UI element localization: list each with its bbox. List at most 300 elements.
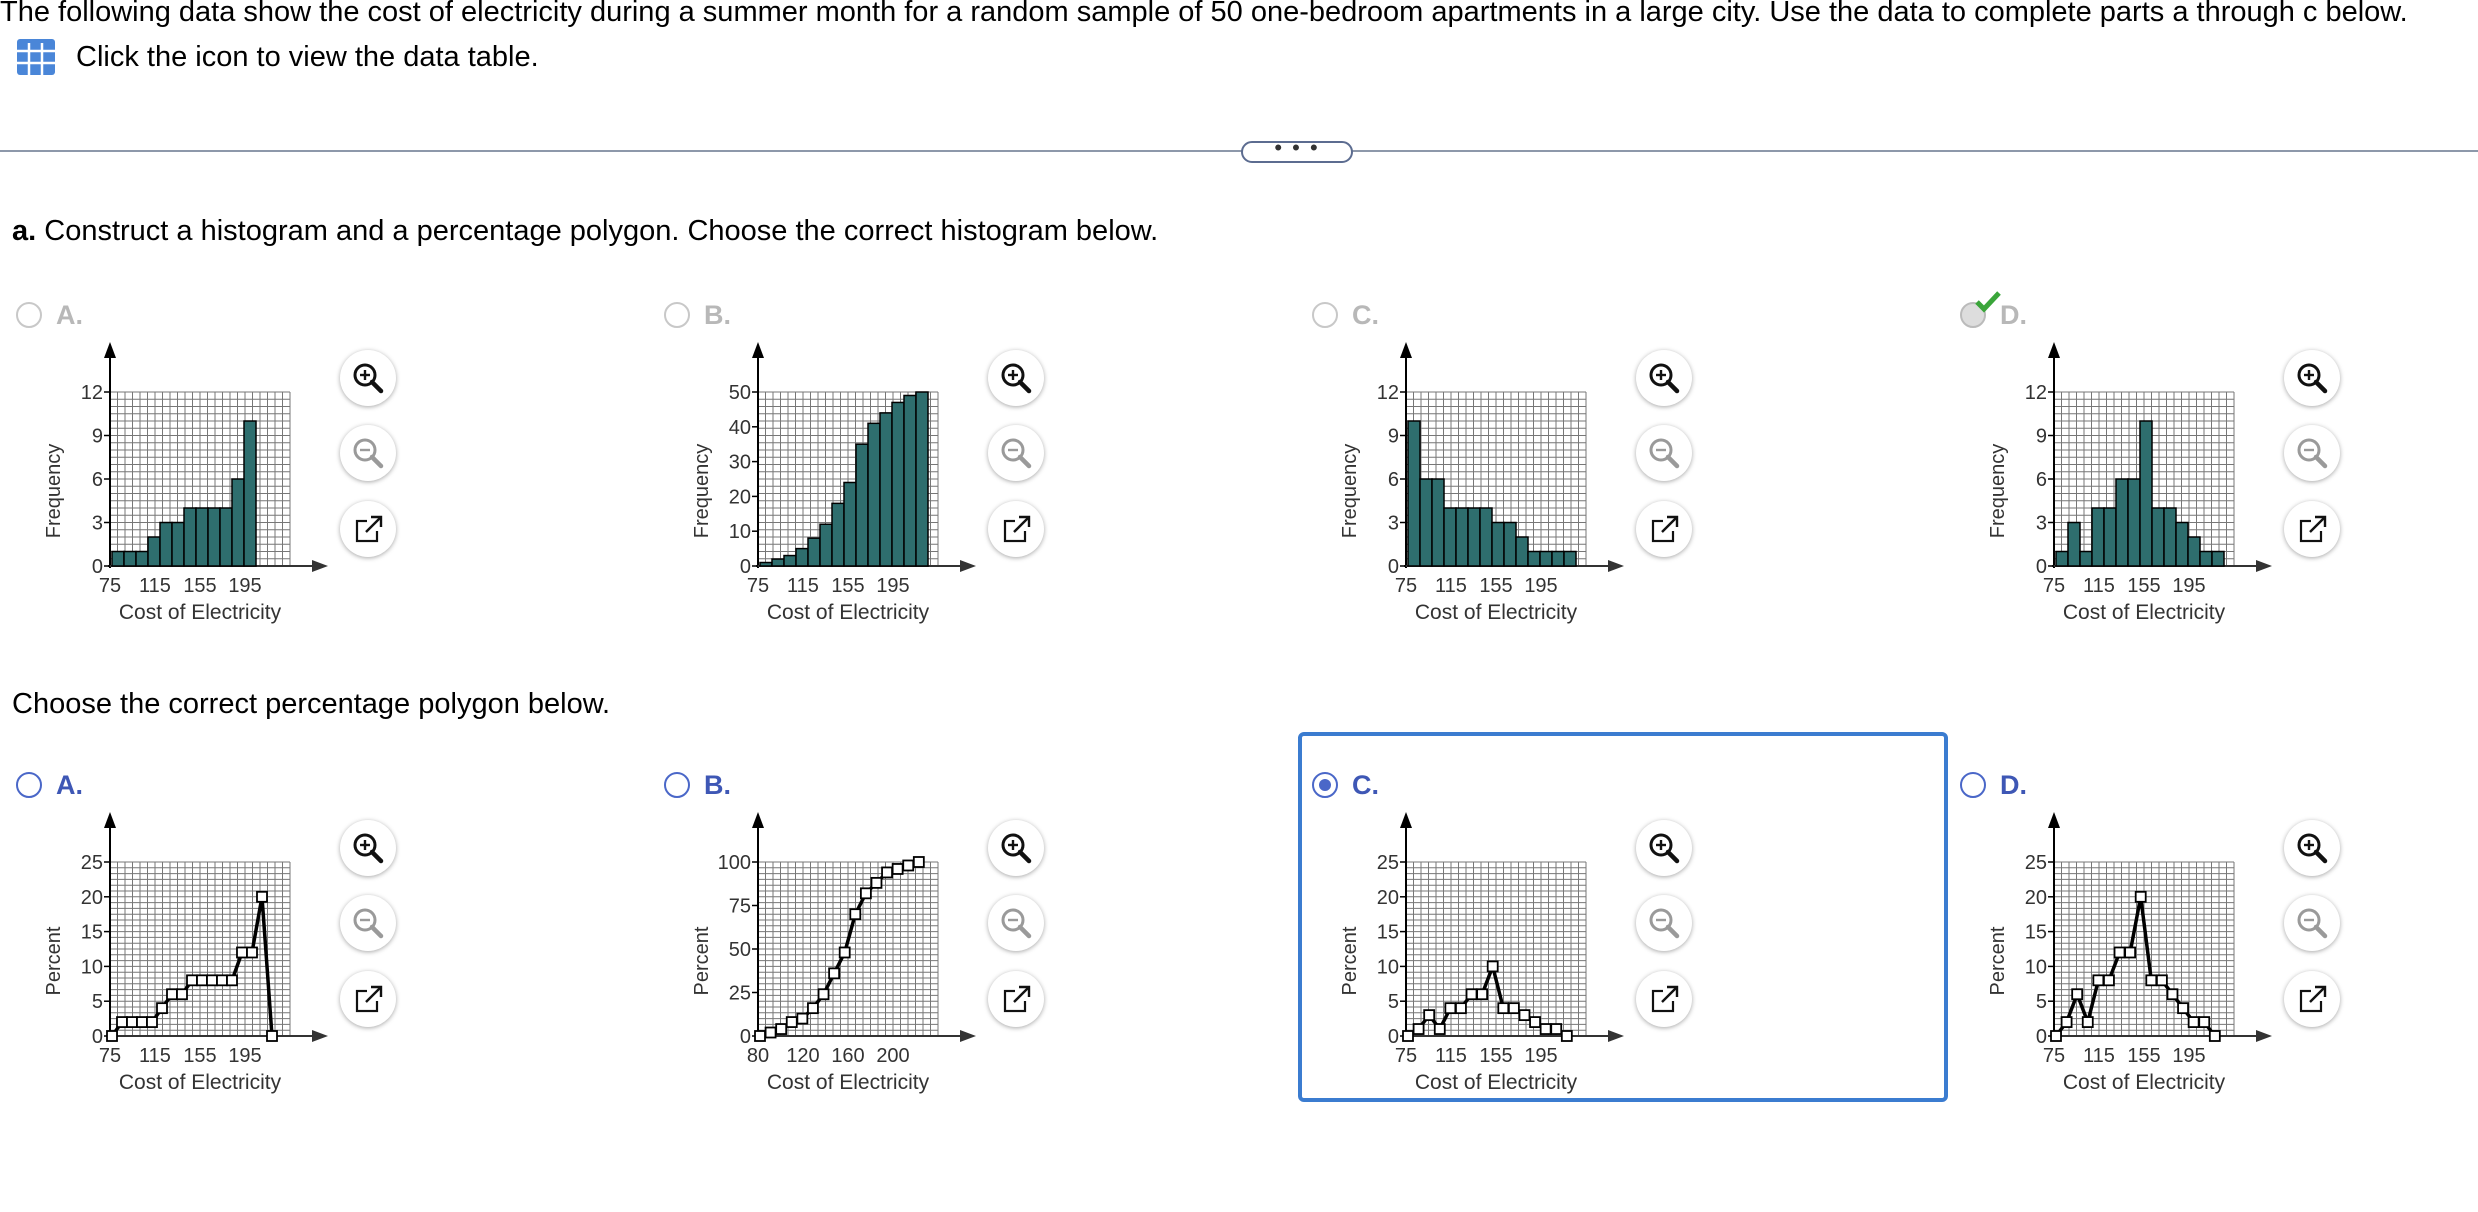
- histogram-bar: [2152, 508, 2164, 566]
- option-content: [12, 298, 652, 638]
- histogram-bar: [880, 413, 892, 566]
- polygon-point: [187, 975, 197, 985]
- histogram-bar: [2176, 523, 2188, 567]
- y-tick-label: 5: [1387, 991, 1399, 1014]
- y-tick-label: 10: [80, 956, 103, 979]
- popout-icon: [988, 501, 1044, 557]
- polygon-point: [850, 909, 860, 919]
- histogram-bar: [2104, 508, 2116, 566]
- y-tick-label: 6: [2035, 469, 2047, 491]
- histogram-bar: [1504, 523, 1516, 567]
- histogram-bar: [2164, 508, 2176, 566]
- polygon-point: [247, 947, 257, 957]
- histogram-bar: [232, 479, 244, 566]
- zoom-in-button[interactable]: [988, 820, 1044, 876]
- polygon-point: [257, 892, 267, 902]
- histogram-bar: [1480, 508, 1492, 566]
- zoom-out-button[interactable]: [2284, 895, 2340, 951]
- x-tick-label: 155: [2127, 575, 2161, 597]
- x-axis-label: Cost of Electricity: [2062, 1071, 2226, 1094]
- part-a-question: [12, 215, 1158, 248]
- x-tick-label: 195: [2172, 575, 2206, 597]
- histogram-bar: [1492, 523, 1504, 567]
- y-tick-label: 15: [80, 921, 103, 944]
- radio-button[interactable]: [16, 772, 42, 798]
- popout-button[interactable]: [2284, 971, 2340, 1027]
- x-axis-label: Cost of Electricity: [766, 1071, 930, 1094]
- histogram-option-c[interactable]: [1308, 298, 1968, 668]
- chart-histogram-B: [660, 338, 1000, 638]
- histogram-bar: [2212, 552, 2224, 567]
- zoom-in-button[interactable]: [988, 350, 1044, 406]
- histogram-bar: [904, 395, 916, 566]
- data-table-link[interactable]: Click the icon to view the data table.: [76, 40, 539, 73]
- x-tick-label: 155: [2127, 1045, 2161, 1067]
- option-content: [1308, 298, 1948, 638]
- polygon-point: [893, 864, 903, 874]
- polygon-point: [147, 1017, 157, 1027]
- popout-icon: [1636, 971, 1692, 1027]
- chart-histogram-D: [1956, 338, 2296, 638]
- polygon-point: [267, 1031, 277, 1041]
- zoom-out-icon: [2284, 425, 2340, 481]
- histogram-bar: [1444, 508, 1456, 566]
- polygon-point: [137, 1017, 147, 1027]
- polygon-option-d[interactable]: [1956, 768, 2478, 1138]
- x-tick-label: 75: [98, 1045, 122, 1067]
- y-tick-label: 25: [728, 982, 751, 1005]
- popout-button[interactable]: [988, 501, 1044, 557]
- y-axis-label: Frequency: [1987, 443, 2009, 539]
- histogram-bar: [1408, 421, 1420, 566]
- data-table-row: [16, 38, 539, 76]
- polygon-point: [808, 1003, 818, 1013]
- polygon-point: [1435, 1024, 1445, 1034]
- option-label: D.: [2000, 300, 2027, 330]
- zoom-in-button[interactable]: [1636, 350, 1692, 406]
- histogram-bar: [220, 508, 232, 566]
- x-tick-label: 75: [2042, 1045, 2066, 1067]
- histogram-bar: [2188, 537, 2200, 566]
- polygon-point: [2083, 1017, 2093, 1027]
- polygon-point: [1498, 1003, 1508, 1013]
- zoom-in-icon: [988, 820, 1044, 876]
- y-tick-label: 50: [728, 939, 751, 961]
- y-tick-label: 0: [739, 556, 751, 578]
- histogram-option-d[interactable]: [1956, 298, 2478, 668]
- zoom-in-button[interactable]: [340, 820, 396, 876]
- histogram-bar: [808, 538, 820, 566]
- zoom-in-button[interactable]: [2284, 820, 2340, 876]
- polygon-point: [840, 947, 850, 957]
- x-tick-label: 155: [183, 575, 217, 597]
- histogram-bar: [2116, 479, 2128, 566]
- y-tick-label: 3: [91, 512, 103, 535]
- histogram-bar: [1540, 552, 1552, 567]
- y-tick-label: 50: [728, 382, 751, 404]
- polygon-point: [1445, 1003, 1455, 1013]
- y-tick-label: 3: [1387, 512, 1399, 535]
- polygon-point: [2167, 989, 2177, 999]
- x-tick-label: 115: [139, 575, 171, 597]
- histogram-bar: [196, 508, 208, 566]
- polygon-point: [207, 975, 217, 985]
- histogram-bar: [844, 482, 856, 566]
- histogram-bar: [184, 508, 196, 566]
- histogram-bar: [2140, 421, 2152, 566]
- x-tick-label: 155: [183, 1045, 217, 1067]
- zoom-out-button[interactable]: [988, 895, 1044, 951]
- expand-button[interactable]: • • •: [1241, 141, 1353, 163]
- histogram-bar: [820, 524, 832, 566]
- polygon-point: [127, 1017, 137, 1027]
- polygon-option-c[interactable]: [1298, 732, 1948, 1102]
- popout-button[interactable]: [1636, 501, 1692, 557]
- histogram-bar: [2128, 479, 2140, 566]
- y-tick-label: 12: [1376, 382, 1399, 404]
- x-axis-label: Cost of Electricity: [2062, 601, 2226, 624]
- polygon-point: [2104, 975, 2114, 985]
- option-label: C.: [1352, 770, 1379, 800]
- popout-icon: [340, 501, 396, 557]
- x-tick-label: 195: [2172, 1045, 2206, 1067]
- popout-button[interactable]: [988, 971, 1044, 1027]
- radio-button[interactable]: [664, 772, 690, 798]
- polygon-point: [1519, 1010, 1529, 1020]
- histogram-bar: [124, 552, 136, 567]
- x-tick-label: 75: [1394, 575, 1418, 597]
- histogram-bar: [832, 503, 844, 566]
- zoom-out-button[interactable]: [340, 425, 396, 481]
- zoom-out-icon: [1636, 425, 1692, 481]
- polygon-question: Choose the correct percentage polygon below.: [12, 688, 611, 720]
- histogram-bar: [1420, 479, 1432, 566]
- x-tick-label: 155: [1479, 1045, 1513, 1067]
- y-axis-label: Percent: [1987, 926, 2009, 996]
- zoom-in-button[interactable]: [340, 350, 396, 406]
- popout-icon: [2284, 501, 2340, 557]
- histogram-bar: [2068, 523, 2080, 567]
- polygon-point: [766, 1028, 776, 1038]
- y-tick-label: 40: [728, 416, 751, 439]
- polygon-point: [237, 947, 247, 957]
- y-tick-label: 12: [2024, 382, 2047, 404]
- x-tick-label: 155: [831, 575, 865, 597]
- y-axis-label: Percent: [691, 926, 713, 996]
- zoom-in-button[interactable]: [1636, 820, 1692, 876]
- y-axis-label: Frequency: [1339, 443, 1361, 539]
- y-tick-label: 6: [91, 469, 103, 491]
- y-tick-label: 20: [728, 486, 751, 509]
- y-tick-label: 0: [2035, 1026, 2047, 1048]
- polygon-point: [107, 1031, 117, 1041]
- data-table-icon[interactable]: [16, 38, 56, 76]
- part-a-text: Construct a histogram and a percentage polygon. Choose the correct histogram below.: [44, 215, 1159, 247]
- radio-button[interactable]: [1312, 302, 1338, 328]
- polygon-point: [1488, 961, 1498, 971]
- x-tick-label: 115: [787, 575, 819, 597]
- y-tick-label: 30: [728, 451, 751, 474]
- y-tick-label: 25: [2024, 852, 2047, 874]
- polygon-point: [1424, 1010, 1434, 1020]
- polygon-point: [797, 1014, 807, 1024]
- x-axis-label: Cost of Electricity: [1414, 1071, 1578, 1094]
- chart-polygon-C: [1308, 808, 1648, 1108]
- histogram-bar: [1432, 479, 1444, 566]
- polygon-point: [2189, 1017, 2199, 1027]
- x-tick-label: 195: [1524, 1045, 1558, 1067]
- polygon-point: [1456, 1003, 1466, 1013]
- polygon-point: [2146, 975, 2156, 985]
- y-tick-label: 15: [1376, 921, 1399, 944]
- polygon-point: [2199, 1017, 2209, 1027]
- y-tick-label: 0: [739, 1026, 751, 1048]
- radio-button[interactable]: [1960, 772, 1986, 798]
- chart-histogram-A: [12, 338, 352, 638]
- y-tick-label: 75: [728, 895, 751, 918]
- polygon-option-a[interactable]: [12, 768, 672, 1138]
- y-tick-label: 9: [1387, 425, 1399, 448]
- option-label: A.: [56, 300, 83, 330]
- histogram-bar: [160, 523, 172, 567]
- popout-button[interactable]: [340, 501, 396, 557]
- histogram-bar: [868, 423, 880, 566]
- histogram-bar: [172, 523, 184, 567]
- part-a-prefix: a.: [12, 215, 37, 247]
- x-axis-label: Cost of Electricity: [766, 601, 930, 624]
- x-tick-label: 75: [98, 575, 122, 597]
- chart-polygon-D: [1956, 808, 2296, 1108]
- zoom-out-icon: [340, 895, 396, 951]
- x-tick-label: 115: [1435, 575, 1467, 597]
- histogram-bar: [760, 563, 772, 566]
- x-tick-label: 115: [2083, 575, 2115, 597]
- polygon-point: [819, 989, 829, 999]
- polygon-point: [2136, 892, 2146, 902]
- zoom-in-icon: [2284, 820, 2340, 876]
- polygon-point: [1530, 1017, 1540, 1027]
- y-tick-label: 20: [1376, 886, 1399, 909]
- polygon-point: [2115, 947, 2125, 957]
- x-tick-label: 80: [746, 1045, 770, 1067]
- zoom-out-icon: [988, 425, 1044, 481]
- histogram-bar: [916, 392, 928, 566]
- y-tick-label: 10: [2024, 956, 2047, 979]
- polygon-point: [914, 857, 924, 867]
- popout-button[interactable]: [1636, 971, 1692, 1027]
- histogram-bar: [208, 508, 220, 566]
- y-tick-label: 9: [91, 425, 103, 448]
- zoom-out-button[interactable]: [1636, 895, 1692, 951]
- option-label: C.: [1352, 300, 1379, 330]
- x-axis-label: Cost of Electricity: [118, 601, 282, 624]
- zoom-out-icon: [2284, 895, 2340, 951]
- chart-histogram-C: [1308, 338, 1648, 638]
- x-tick-label: 200: [876, 1045, 910, 1067]
- polygon-point: [776, 1024, 786, 1034]
- zoom-out-button[interactable]: [1636, 425, 1692, 481]
- y-tick-label: 100: [717, 852, 751, 874]
- y-tick-label: 0: [91, 556, 103, 578]
- option-label: A.: [56, 770, 83, 800]
- y-tick-label: 0: [2035, 556, 2047, 578]
- y-tick-label: 0: [1387, 556, 1399, 578]
- y-tick-label: 15: [2024, 921, 2047, 944]
- zoom-in-icon: [1636, 820, 1692, 876]
- option-label: D.: [2000, 770, 2027, 800]
- polygon-point: [157, 1003, 167, 1013]
- popout-icon: [2284, 971, 2340, 1027]
- x-tick-label: 115: [139, 1045, 171, 1067]
- zoom-out-button[interactable]: [340, 895, 396, 951]
- histogram-bar: [2092, 508, 2104, 566]
- zoom-in-icon: [340, 350, 396, 406]
- polygon-point: [2157, 975, 2167, 985]
- y-tick-label: 12: [80, 382, 103, 404]
- option-content: [1956, 298, 2478, 638]
- x-tick-label: 115: [1435, 1045, 1467, 1067]
- popout-button[interactable]: [2284, 501, 2340, 557]
- polygon-point: [2178, 1003, 2188, 1013]
- zoom-in-icon: [2284, 350, 2340, 406]
- histogram-bar: [2200, 552, 2212, 567]
- polygon-point: [117, 1017, 127, 1027]
- y-tick-label: 25: [80, 852, 103, 874]
- y-axis-label: Frequency: [691, 443, 713, 539]
- radio-button[interactable]: [664, 302, 690, 328]
- histogram-option-a[interactable]: [12, 298, 672, 668]
- option-content: [1956, 768, 2478, 1108]
- y-tick-label: 20: [2024, 886, 2047, 909]
- option-content: [660, 298, 1300, 638]
- y-axis-label: Percent: [43, 926, 65, 996]
- polygon-point: [1467, 989, 1477, 999]
- histogram-bar: [2056, 552, 2068, 567]
- option-label: B.: [704, 300, 731, 330]
- zoom-in-icon: [988, 350, 1044, 406]
- polygon-point: [861, 888, 871, 898]
- y-axis-label: Percent: [1339, 926, 1361, 996]
- x-tick-label: 160: [831, 1045, 865, 1067]
- polygon-point: [755, 1031, 765, 1041]
- polygon-point: [197, 975, 207, 985]
- zoom-in-icon: [1636, 350, 1692, 406]
- x-tick-label: 115: [2083, 1045, 2115, 1067]
- polygon-point: [787, 1017, 797, 1027]
- histogram-bar: [784, 556, 796, 566]
- histogram-bar: [1456, 508, 1468, 566]
- histogram-bar: [1552, 552, 1564, 567]
- zoom-out-button[interactable]: [988, 425, 1044, 481]
- x-axis-label: Cost of Electricity: [118, 1071, 282, 1094]
- polygon-point: [1562, 1031, 1572, 1041]
- histogram-bar: [112, 552, 124, 567]
- x-tick-label: 155: [1479, 575, 1513, 597]
- polygon-point: [1509, 1003, 1519, 1013]
- histogram-bar: [772, 559, 784, 566]
- polygon-point: [903, 860, 913, 870]
- x-tick-label: 120: [786, 1045, 820, 1067]
- y-tick-label: 9: [2035, 425, 2047, 448]
- popout-button[interactable]: [340, 971, 396, 1027]
- histogram-option-b[interactable]: [660, 298, 1320, 668]
- histogram-bar: [1528, 552, 1540, 567]
- correct-check-icon: [1974, 290, 2002, 314]
- polygon-point: [1414, 1024, 1424, 1034]
- polygon-point: [1403, 1031, 1413, 1041]
- x-tick-label: 75: [746, 575, 770, 597]
- zoom-out-icon: [988, 895, 1044, 951]
- x-tick-label: 195: [228, 1045, 262, 1067]
- polygon-point: [1551, 1024, 1561, 1034]
- y-tick-label: 0: [91, 1026, 103, 1048]
- popout-icon: [988, 971, 1044, 1027]
- polygon-point: [217, 975, 227, 985]
- zoom-in-button[interactable]: [2284, 350, 2340, 406]
- histogram-bar: [1516, 537, 1528, 566]
- option-content: [1308, 768, 1948, 1108]
- x-tick-label: 195: [876, 575, 910, 597]
- y-tick-label: 6: [1387, 469, 1399, 491]
- polygon-point: [2062, 1017, 2072, 1027]
- histogram-bar: [136, 552, 148, 567]
- polygon-point: [177, 989, 187, 999]
- zoom-out-icon: [340, 425, 396, 481]
- polygon-point: [1477, 989, 1487, 999]
- y-tick-label: 25: [1376, 852, 1399, 874]
- histogram-bar: [244, 421, 256, 566]
- zoom-out-button[interactable]: [2284, 425, 2340, 481]
- polygon-point: [871, 878, 881, 888]
- option-content: [12, 768, 652, 1108]
- option-content: [660, 768, 1300, 1108]
- x-tick-label: 75: [1394, 1045, 1418, 1067]
- polygon-point: [2125, 947, 2135, 957]
- popout-icon: [340, 971, 396, 1027]
- zoom-in-icon: [340, 820, 396, 876]
- y-tick-label: 0: [1387, 1026, 1399, 1048]
- histogram-bar: [148, 537, 160, 566]
- x-tick-label: 195: [228, 575, 262, 597]
- option-label: B.: [704, 770, 731, 800]
- y-tick-label: 3: [2035, 512, 2047, 535]
- polygon-point: [167, 989, 177, 999]
- y-tick-label: 10: [1376, 956, 1399, 979]
- x-axis-label: Cost of Electricity: [1414, 601, 1578, 624]
- section-divider: [0, 150, 2478, 152]
- polygon-point: [2093, 975, 2103, 985]
- histogram-bar: [796, 549, 808, 566]
- y-tick-label: 5: [91, 991, 103, 1014]
- y-tick-label: 20: [80, 886, 103, 909]
- polygon-point: [829, 968, 839, 978]
- x-tick-label: 75: [2042, 575, 2066, 597]
- histogram-bar: [2080, 552, 2092, 567]
- histogram-bar: [1468, 508, 1480, 566]
- polygon-point: [2051, 1031, 2061, 1041]
- radio-button[interactable]: [1312, 772, 1338, 798]
- polygon-option-b[interactable]: [660, 768, 1320, 1138]
- polygon-point: [2210, 1031, 2220, 1041]
- polygon-point: [882, 867, 892, 877]
- histogram-bar: [856, 444, 868, 566]
- polygon-point: [1541, 1024, 1551, 1034]
- popout-icon: [1636, 501, 1692, 557]
- intro-text: The following data show the cost of electricity during a summer month for a random sample of 50 one-bedroom apartments in a large city. Use the data to complete parts a through c below.: [0, 0, 2408, 28]
- chart-polygon-B: [660, 808, 1000, 1108]
- zoom-out-icon: [1636, 895, 1692, 951]
- radio-button[interactable]: [16, 302, 42, 328]
